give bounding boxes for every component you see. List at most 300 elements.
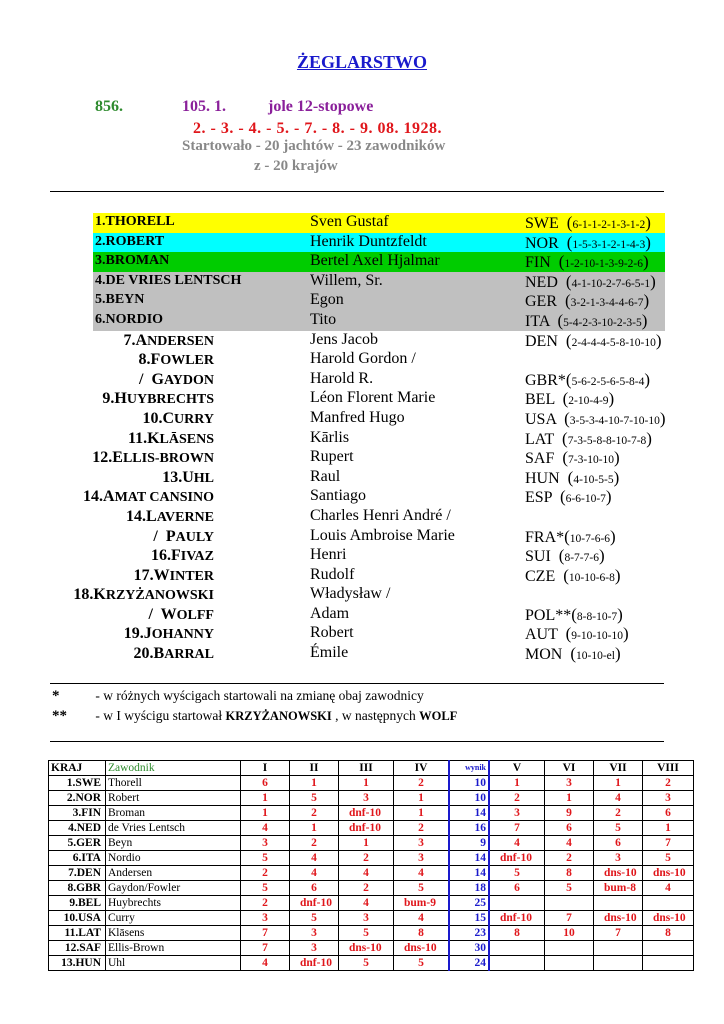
table-row [49,821,694,836]
athlete-surname [151,547,214,565]
race-cell: 1 [394,791,450,806]
race-cell [594,941,643,956]
race-cell: 1 [594,776,643,791]
race-cell: 2 [290,836,339,851]
event-dates: 2. - 3. - 4. - 5. - 7. - 8. - 9. 08. 1928. [193,120,442,137]
race-cell: 5 [394,881,450,896]
athlete-surname [95,292,144,308]
race-cell: 5 [339,956,394,971]
result-row [0,566,724,586]
country-races [525,311,647,331]
surname-initial: F [171,547,181,565]
athlete-given-name: Charles Henri André / [310,506,451,524]
country-races [525,468,619,488]
country-code: POL** [525,606,572,624]
race-cell: 3 [594,851,643,866]
total-cell: 14 [449,851,489,866]
total-cell: 14 [449,866,489,881]
race-cell: 2 [545,851,594,866]
surname-rest: UYBRECHTS [126,392,214,408]
result-row [0,585,724,605]
rank: 10. [142,409,163,427]
table-row [49,791,694,806]
surname-rest: LLIS-BROWN [122,451,214,467]
race-cell: dnf-10 [339,806,394,821]
race-cell: 5 [594,821,643,836]
race-placings: 4-1-10-2-7-6-5-1 [571,277,651,290]
country-races [525,409,666,429]
surname-rest: AYDON [163,372,214,388]
race-placings: 7-3-10-10 [568,454,615,467]
athlete-surname [139,351,214,369]
race-cell: 2 [594,806,643,821]
athlete-given-name: Sven Gustaf [310,213,389,230]
table-row [49,941,694,956]
paren-close: ) [643,252,649,272]
race-cell: 2 [290,806,339,821]
surname-rest: URRY [174,411,214,427]
country-cell: 10.USA [49,911,106,926]
rank: 8. [138,351,151,369]
race-placings: 2-4-4-4-5-8-10-10 [571,336,656,349]
surname-rest: OBERT [115,233,165,249]
country-races [525,546,605,566]
athlete-given-name: Adam [310,604,350,622]
total-cell: 15 [449,911,489,926]
result-row [0,546,724,566]
race-cell: 2 [394,776,450,791]
paren-open: ( [570,644,577,664]
race-cell: dnf-10 [489,851,545,866]
col-header-4: III [339,761,394,776]
surname-initial: J [143,625,152,643]
paren-close: ) [605,487,612,507]
athlete-given-name: Harold Gordon / [310,350,416,368]
athlete-surname [95,234,164,250]
country-cell: 11.LAT [49,926,106,941]
country-races [525,429,652,449]
race-cell: 3 [241,911,290,926]
race-placings: 8-7-7-6 [564,552,599,565]
race-cell: dns-10 [643,911,694,926]
race-cell: 3 [489,806,545,821]
col-header-9: VII [594,761,643,776]
race-cell [594,896,643,911]
footnote-2 [52,708,457,725]
result-row [0,644,724,664]
rank: 13. [162,468,183,486]
paren-close: ) [608,389,615,409]
athlete-surname [142,410,214,428]
race-cell [545,956,594,971]
country-races [525,233,651,253]
race-cell: 7 [489,821,545,836]
race-cell: 7 [241,926,290,941]
athlete-cell: Uhl [106,956,241,971]
surname-rest: OHANNY [151,627,214,643]
result-row [0,350,724,370]
race-cell: 3 [394,836,450,851]
result-row [0,468,724,488]
total-cell: 18 [449,881,489,896]
race-cell: 5 [643,851,694,866]
surname-initial: U [182,468,194,486]
country-cell: 2.NOR [49,791,106,806]
table-row [49,836,694,851]
paren-close: ) [610,526,616,546]
race-results-table [48,760,694,971]
rank: 14. [126,507,147,525]
race-cell: 4 [339,896,394,911]
footnote-2-text-b: , w następnych [331,708,420,723]
athlete-given-name: Bertel Axel Hjalmar [310,252,440,270]
table-row [49,956,694,971]
country-code: GBR* [525,371,566,389]
paren-close: ) [598,546,605,566]
athlete-given-name: Willem, Sr. [310,271,383,289]
paren-close: ) [614,565,621,585]
race-cell: 1 [290,821,339,836]
total-cell: 23 [449,926,489,941]
paren-open: ( [565,271,572,291]
race-cell [643,941,694,956]
race-cell: bum-8 [594,881,643,896]
race-cell: bum-9 [394,896,450,911]
table-row [49,911,694,926]
country-cell: 3.FIN [49,806,106,821]
athlete-cell: Robert [106,791,241,806]
rank: 14. [83,488,103,506]
country-code: FIN [525,254,559,272]
race-cell: 1 [241,791,290,806]
paren-close: ) [623,624,629,644]
col-header-7: V [489,761,545,776]
race-cell [489,896,545,911]
surname-initial: K [147,429,160,447]
race-cell: 5 [394,956,450,971]
surname-rest: NDERSEN [147,333,214,349]
surname-initial: R [105,233,116,249]
entry-number: 856. [95,98,123,115]
athlete-surname [95,312,163,328]
country-code: DEN [525,332,566,350]
race-placings: 2-10-4-9 [568,395,609,408]
country-races [525,213,651,233]
surname-rest: OWLER [160,353,214,369]
result-row [0,507,724,527]
athlete-given-name: Robert [310,624,354,642]
race-cell: 5 [489,866,545,881]
athlete-given-name: Manfred Hugo [310,408,405,426]
race-cell: 1 [545,791,594,806]
result-row [0,389,724,409]
surname-initial: B [105,253,115,269]
race-cell: dnf-10 [489,911,545,926]
athlete-surname [134,645,214,663]
country-cell: 7.DEN [49,866,106,881]
country-races [525,370,650,390]
race-cell: 4 [241,956,290,971]
footnote-2-name2: WOLF [419,709,458,723]
race-placings: 10-7-6-6 [569,532,611,545]
country-code: AUT [525,626,566,644]
stats-line-2: z - 20 krajów [254,158,338,174]
paren-open: ( [558,546,565,566]
paren-open: ( [559,487,566,507]
athlete-surname [162,469,214,487]
paren-close: ) [614,644,621,664]
result-row [0,409,724,429]
athlete-given-name: Rupert [310,448,354,466]
race-cell: 10 [545,926,594,941]
race-cell: 6 [643,806,694,821]
country-code: BEL [525,391,563,409]
race-cell: 2 [241,866,290,881]
rank: 1. [95,214,106,229]
athlete-given-name: Raul [310,467,341,485]
athlete-surname [153,528,214,546]
divider-notes-top [50,683,664,684]
race-cell: 1 [290,776,339,791]
race-cell: dns-10 [339,941,394,956]
race-cell: 5 [290,911,339,926]
race-cell: 9 [545,806,594,821]
race-cell: 3 [545,776,594,791]
athlete-cell: Klāsens [106,926,241,941]
col-header-0: KRAJ [49,761,106,776]
race-cell [545,941,594,956]
rank: 2. [95,233,106,249]
rank: 6. [95,311,106,327]
race-placings: 5-4-2-3-10-2-3-5 [563,316,642,329]
col-header-8: VI [545,761,594,776]
result-row [0,291,724,311]
race-cell: 4 [339,866,394,881]
footnote-2-mark: ** [52,708,67,724]
athlete-cell: Ellis-Brown [106,941,241,956]
paren-close: ) [614,448,620,468]
col-header-3: II [290,761,339,776]
surname-initial: B [105,292,115,308]
athlete-given-name: Jens Jacob [310,330,378,348]
paren-close: ) [646,428,652,448]
race-cell: 3 [394,851,450,866]
result-row [0,272,724,292]
table-row [49,851,694,866]
athlete-surname [134,567,214,585]
rank: 20. [133,645,154,663]
result-row [0,448,724,468]
surname-rest: INTER [169,568,214,584]
result-row [0,213,724,233]
race-placings: 10-10-el [576,650,615,663]
race-cell: 4 [290,866,339,881]
race-placings: 10-10-6-8 [568,571,615,584]
athlete-surname [83,488,214,506]
country-races [525,605,623,625]
athlete-surname [73,586,214,604]
race-placings: 9-10-10-10 [571,630,624,643]
country-code: SWE [525,215,567,232]
surname-initial: A [135,331,148,349]
surname-initial: F [150,351,161,369]
surname-rest: ARRAL [164,647,214,663]
country-code: ESP [525,489,560,507]
race-placings: 7-3-5-8-8-10-7-8 [567,434,647,447]
event-number: 105. 1. [182,98,226,115]
table-row [49,926,694,941]
race-cell: dnf-10 [339,821,394,836]
race-cell: 6 [594,836,643,851]
race-placings: 3-5-3-4-10-7-10-10 [569,414,660,427]
country-code: SAF [525,450,563,468]
race-cell [594,956,643,971]
rank: 11. [127,429,148,447]
race-cell: 8 [394,926,450,941]
country-cell: 5.GER [49,836,106,851]
athlete-given-name: Louis Ambroise Marie [310,526,455,544]
result-row [0,605,724,625]
surname-rest: ORDIO [115,311,164,327]
footnote-2-name1: KRZYŻANOWSKI [225,709,332,723]
paren-close: ) [613,467,620,487]
surname-initial: DE V [105,272,139,288]
rank: / [139,370,152,388]
athlete-given-name: Henrik Duntzfeldt [310,232,427,250]
col-header-10: VIII [643,761,694,776]
country-code: NED [525,273,566,291]
race-cell [489,941,545,956]
col-header-1: Zawodnik [106,761,241,776]
col-header-6: wynik [449,761,489,776]
race-cell: 2 [489,791,545,806]
surname-initial: K [93,586,106,604]
paren-close: ) [650,271,656,291]
country-races [525,291,649,311]
rank: / [153,527,166,545]
athlete-given-name: Santiago [310,487,366,505]
paren-open: ( [571,604,577,624]
athlete-cell: Andersen [106,866,241,881]
results-list [0,213,724,664]
race-cell: 5 [339,926,394,941]
surname-initial: B [153,645,165,663]
race-cell: 5 [241,851,290,866]
athlete-given-name: Tito [310,310,337,328]
country-races [525,331,662,351]
surname-initial: C [162,409,175,427]
athlete-cell: Beyn [106,836,241,851]
athlete-given-name: Kārlis [310,428,350,446]
paren-close: ) [645,232,651,252]
athlete-cell: de Vries Lentsch [106,821,241,836]
country-code: USA [525,410,565,428]
race-placings: 4-10-5-5 [573,473,614,486]
race-cell: 8 [489,926,545,941]
race-cell: 1 [241,806,290,821]
paren-open: ( [567,467,574,487]
paren-open: ( [564,408,570,428]
paren-open: ( [565,369,572,389]
col-header-5: IV [394,761,450,776]
paren-close: ) [643,291,650,311]
paren-close: ) [655,330,662,350]
country-cell: 8.GBR [49,881,106,896]
race-cell [643,896,694,911]
athlete-cell: Broman [106,806,241,821]
page-title: ŻEGLARSTWO [296,52,428,72]
country-races [525,527,616,547]
footnote-1-text: - w różnych wyścigach startowali na zmianę obaj zawodnicy [92,688,424,703]
result-row [0,429,724,449]
athlete-given-name: Henri [310,546,347,564]
athlete-given-name: Léon Florent Marie [310,389,436,407]
surname-rest: ROMAN [114,253,170,269]
race-cell: 4 [643,881,694,896]
country-code: HUN [525,469,568,487]
race-placings: 1-2-10-1-3-9-2-6 [564,258,644,271]
result-row [0,233,724,253]
athlete-surname [124,625,214,643]
race-placings: 8-8-10-7 [576,610,618,623]
rank: 18. [73,586,94,604]
rank: 19. [123,625,144,643]
surname-rest: AULY [175,529,214,545]
surname-initial: N [105,311,116,327]
race-placings: 5-6-2-5-6-5-8-4 [571,375,645,388]
race-placings: 3-2-1-3-4-4-6-7 [570,297,644,310]
total-cell: 9 [449,836,489,851]
race-placings: 6-6-10-7 [565,493,606,506]
paren-open: ( [565,291,571,311]
total-cell: 10 [449,776,489,791]
athlete-cell: Thorell [106,776,241,791]
athlete-given-name: Egon [310,291,344,309]
athlete-surname [95,253,169,269]
race-cell: 3 [643,791,694,806]
paren-close: ) [617,604,623,624]
result-row [0,487,724,507]
paren-close: ) [645,213,651,232]
stats-line-1: Startowało - 20 jachtów - 23 zawodników [182,138,446,154]
rank: 7. [123,331,136,349]
surname-initial: T [105,214,115,229]
race-cell: 2 [339,881,394,896]
paren-open: ( [565,330,572,350]
country-cell: 6.ITA [49,851,106,866]
table-row [49,881,694,896]
paren-open: ( [562,448,569,468]
race-cell: dnf-10 [290,956,339,971]
race-cell [643,956,694,971]
table-row [49,896,694,911]
race-cell: 7 [643,836,694,851]
race-cell: 1 [394,806,450,821]
athlete-surname [149,606,215,624]
surname-rest: RIES LENTSCH [138,272,242,288]
race-cell: dns-10 [394,941,450,956]
total-cell: 30 [449,941,489,956]
result-row [0,331,724,351]
athlete-surname [102,390,214,408]
race-cell: 2 [643,776,694,791]
country-races [525,252,649,272]
paren-open: ( [563,565,569,585]
race-cell: 4 [394,911,450,926]
rank: 9. [102,390,115,408]
total-cell: 16 [449,821,489,836]
table-row [49,776,694,791]
